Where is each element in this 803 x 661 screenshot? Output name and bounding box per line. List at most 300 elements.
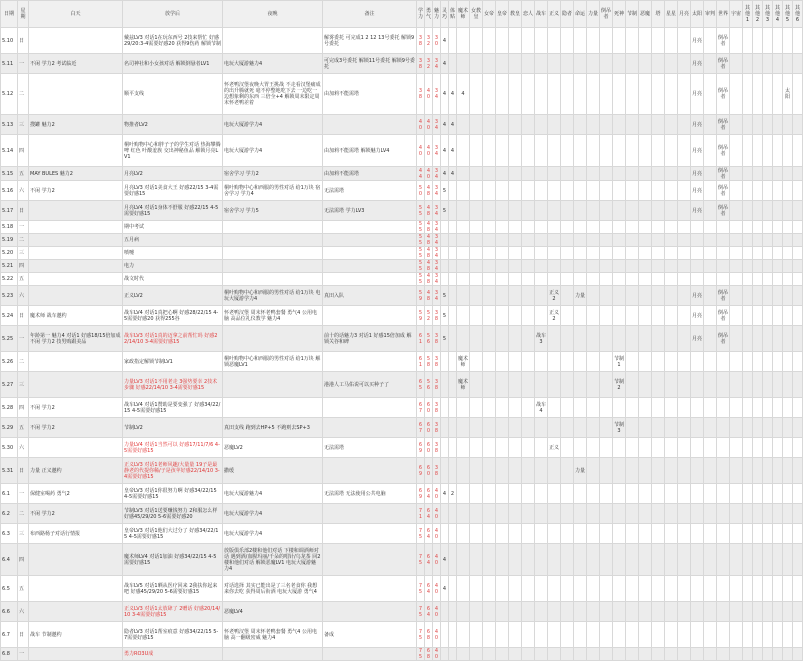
table-cell xyxy=(470,622,483,648)
table-cell xyxy=(704,544,717,576)
table-cell xyxy=(29,286,123,306)
table-cell xyxy=(793,273,803,286)
table-cell xyxy=(561,273,574,286)
table-cell xyxy=(753,167,763,181)
table-cell xyxy=(639,201,652,221)
table-cell: 月亮 xyxy=(691,201,704,221)
table-cell xyxy=(496,115,509,135)
table-cell xyxy=(783,181,793,201)
table-cell xyxy=(509,260,522,273)
table-cell xyxy=(626,326,639,352)
table-cell xyxy=(753,286,763,306)
table-cell xyxy=(704,260,717,273)
table-cell xyxy=(509,167,522,181)
column-header[interactable]: 塔 xyxy=(652,1,665,28)
table-cell xyxy=(730,418,743,438)
table-cell: 5.26 xyxy=(1,352,18,372)
table-cell xyxy=(678,438,691,458)
table-cell xyxy=(626,484,639,504)
table-cell xyxy=(730,201,743,221)
table-cell: 太阳 xyxy=(783,74,793,115)
table-cell: 月亮LV4 对话1身体不舒服 好感22/15 4-5需要好感15 xyxy=(123,201,223,221)
table-cell xyxy=(613,54,626,74)
column-header[interactable]: 女教皇 xyxy=(470,1,483,28)
table-cell xyxy=(793,115,803,135)
table-cell xyxy=(29,602,123,622)
table-cell: 战车LV5 对话1晒从医疗回来 2我扶你起来吧 好感45/29/20 5-6需要好感15 xyxy=(123,576,223,602)
table-cell xyxy=(678,648,691,661)
table-cell xyxy=(704,115,717,135)
table-cell: 64 xyxy=(425,524,433,544)
table-cell: 40 xyxy=(433,544,441,576)
column-header[interactable]: 备注 xyxy=(323,1,417,28)
table-cell: 桐叶购物中心和西服的男性对话 给1万块 电玩大厦游学力4 xyxy=(223,286,323,306)
table-cell xyxy=(665,398,678,418)
table-cell xyxy=(483,306,496,326)
table-cell: 48 xyxy=(425,181,433,201)
column-header[interactable]: 正义 xyxy=(548,1,561,28)
table-row xyxy=(1,648,803,661)
table-cell xyxy=(535,201,548,221)
table-cell xyxy=(753,418,763,438)
table-cell xyxy=(600,135,613,167)
table-cell xyxy=(773,458,783,484)
table-cell: 48 xyxy=(425,286,433,306)
column-header[interactable]: 太阳 xyxy=(691,1,704,28)
table-cell: 75 xyxy=(417,576,425,602)
table-cell xyxy=(691,247,704,260)
table-cell: 5.27 xyxy=(1,372,18,398)
table-cell xyxy=(548,372,561,398)
table-row xyxy=(1,458,803,484)
table-cell: 五 xyxy=(18,418,29,438)
table-cell xyxy=(665,54,678,74)
column-header[interactable]: 星期 xyxy=(18,1,29,28)
table-cell xyxy=(717,372,730,398)
table-cell xyxy=(587,352,600,372)
table-cell xyxy=(323,504,417,524)
table-cell xyxy=(548,234,561,247)
column-header[interactable]: 倒吊者 xyxy=(600,1,613,28)
column-header[interactable]: 教皇 xyxy=(509,1,522,28)
table-cell: 正义 2 xyxy=(548,286,561,306)
table-cell xyxy=(509,201,522,221)
table-cell xyxy=(730,234,743,247)
table-cell xyxy=(587,234,600,247)
table-cell xyxy=(763,622,773,648)
table-cell xyxy=(470,28,483,54)
table-cell xyxy=(587,247,600,260)
column-header[interactable]: 白天 xyxy=(29,1,123,28)
table-cell xyxy=(470,648,483,661)
table-cell xyxy=(323,398,417,418)
table-cell: 38 xyxy=(433,438,441,458)
table-cell xyxy=(470,398,483,418)
table-cell xyxy=(773,622,783,648)
table-row xyxy=(1,622,803,648)
table-cell xyxy=(535,135,548,167)
table-cell xyxy=(561,74,574,115)
table-cell: 4 xyxy=(457,74,470,115)
table-cell: 34 xyxy=(433,221,441,234)
table-cell xyxy=(600,54,613,74)
table-cell xyxy=(496,234,509,247)
table-cell xyxy=(665,622,678,648)
table-cell xyxy=(743,398,753,418)
table-cell xyxy=(730,524,743,544)
table-cell xyxy=(522,201,535,221)
table-cell xyxy=(730,74,743,115)
table-cell xyxy=(470,74,483,115)
table-row xyxy=(1,286,803,306)
table-cell xyxy=(783,201,793,221)
table-cell xyxy=(587,524,600,544)
table-cell xyxy=(763,326,773,352)
table-cell xyxy=(639,438,652,458)
table-cell xyxy=(323,260,417,273)
table-cell: 真田入队 xyxy=(323,286,417,306)
table-cell: 4 xyxy=(441,74,449,115)
table-cell: 64 xyxy=(425,544,433,576)
column-header[interactable]: 其他4 xyxy=(773,1,783,28)
table-cell xyxy=(691,504,704,524)
table-cell xyxy=(561,438,574,458)
table-cell xyxy=(793,544,803,576)
table-cell xyxy=(626,306,639,326)
table-cell: 不闲 学力2 xyxy=(29,398,123,418)
table-cell xyxy=(574,352,587,372)
table-cell xyxy=(783,544,793,576)
table-cell xyxy=(587,576,600,602)
table-cell: 5 xyxy=(441,201,449,221)
table-cell xyxy=(548,622,561,648)
column-header[interactable]: 其他5 xyxy=(783,1,793,28)
table-cell xyxy=(548,524,561,544)
table-cell xyxy=(783,576,793,602)
table-cell xyxy=(793,135,803,167)
table-cell xyxy=(483,398,496,418)
table-cell xyxy=(626,221,639,234)
table-cell xyxy=(613,602,626,622)
table-cell xyxy=(509,576,522,602)
table-cell xyxy=(691,234,704,247)
column-header[interactable]: 其他6 xyxy=(793,1,803,28)
table-cell: 67 xyxy=(417,418,425,438)
table-cell: 5.12 xyxy=(1,74,18,115)
table-cell xyxy=(587,181,600,201)
table-cell xyxy=(496,418,509,438)
table-cell: 75 xyxy=(417,524,425,544)
column-header[interactable]: 节制 xyxy=(626,1,639,28)
table-cell: 60 xyxy=(425,398,433,418)
table-cell xyxy=(773,273,783,286)
column-header[interactable]: 女帝 xyxy=(483,1,496,28)
table-cell xyxy=(535,352,548,372)
header-row xyxy=(1,1,803,28)
table-cell xyxy=(509,54,522,74)
table-cell xyxy=(522,135,535,167)
table-cell xyxy=(600,622,613,648)
table-cell: 战文时代 xyxy=(123,273,223,286)
table-cell xyxy=(441,221,449,234)
table-cell xyxy=(449,201,457,221)
table-cell xyxy=(535,74,548,115)
table-cell: 五月病 xyxy=(123,234,223,247)
table-cell xyxy=(470,167,483,181)
table-cell xyxy=(730,221,743,234)
table-cell xyxy=(483,247,496,260)
table-cell xyxy=(753,201,763,221)
table-row xyxy=(1,418,803,438)
table-cell xyxy=(753,234,763,247)
table-cell: 正义LV3 对话1老师风趣/大量量 19子是最静老的代提你稀/子是孩苹好感22/14/10 3-4需要好感15 xyxy=(123,458,223,484)
table-cell xyxy=(600,247,613,260)
table-cell xyxy=(793,602,803,622)
table-cell xyxy=(470,273,483,286)
table-cell: 6.4 xyxy=(1,544,18,576)
table-cell xyxy=(678,247,691,260)
table-cell xyxy=(535,54,548,74)
column-header[interactable]: 力量 xyxy=(587,1,600,28)
table-cell: 倒吊者 xyxy=(717,115,730,135)
table-cell xyxy=(223,221,323,234)
table-cell xyxy=(753,648,763,661)
table-cell xyxy=(743,247,753,260)
table-cell xyxy=(574,260,587,273)
table-cell xyxy=(626,524,639,544)
table-cell: 48 xyxy=(425,273,433,286)
table-cell xyxy=(522,622,535,648)
table-cell xyxy=(743,306,753,326)
table-cell xyxy=(29,247,123,260)
table-cell xyxy=(509,438,522,458)
table-cell xyxy=(535,504,548,524)
column-header[interactable]: 体贴 xyxy=(449,1,457,28)
table-cell xyxy=(626,372,639,398)
table-cell xyxy=(773,28,783,54)
table-cell xyxy=(743,458,753,484)
column-header[interactable]: 死神 xyxy=(613,1,626,28)
column-header[interactable]: 魔术师 xyxy=(457,1,470,28)
table-cell xyxy=(509,398,522,418)
table-cell xyxy=(509,544,522,576)
table-cell xyxy=(483,438,496,458)
table-cell xyxy=(483,622,496,648)
table-cell xyxy=(496,438,509,458)
table-cell xyxy=(717,398,730,418)
table-cell xyxy=(639,458,652,484)
table-cell xyxy=(535,221,548,234)
table-cell xyxy=(753,398,763,418)
column-header[interactable]: 勇气 xyxy=(425,1,433,28)
table-cell: 节制LV2 xyxy=(123,418,223,438)
table-cell: 5.14 xyxy=(1,135,18,167)
table-cell xyxy=(717,234,730,247)
table-cell xyxy=(613,438,626,458)
table-cell xyxy=(496,247,509,260)
table-cell xyxy=(496,135,509,167)
table-cell xyxy=(793,221,803,234)
column-header[interactable]: 审判 xyxy=(704,1,717,28)
column-header[interactable]: 隐者 xyxy=(561,1,574,28)
table-cell xyxy=(613,648,626,661)
table-cell xyxy=(496,352,509,372)
column-header[interactable]: 月亮 xyxy=(678,1,691,28)
table-row xyxy=(1,398,803,418)
table-cell xyxy=(626,458,639,484)
table-cell xyxy=(457,306,470,326)
table-cell xyxy=(600,273,613,286)
table-cell xyxy=(457,602,470,622)
table-cell xyxy=(496,221,509,234)
table-cell xyxy=(29,372,123,398)
column-header[interactable]: 皇帝 xyxy=(496,1,509,28)
table-cell xyxy=(783,398,793,418)
table-cell xyxy=(763,201,773,221)
table-cell xyxy=(587,484,600,504)
column-header[interactable]: 战车 xyxy=(535,1,548,28)
table-cell: 40 xyxy=(433,576,441,602)
column-header[interactable]: 其他1 xyxy=(743,1,753,28)
table-cell xyxy=(753,602,763,622)
table-cell: 6.8 xyxy=(1,648,18,661)
table-cell xyxy=(441,438,449,458)
table-cell xyxy=(763,247,773,260)
table-cell xyxy=(717,221,730,234)
table-row xyxy=(1,576,803,602)
table-cell xyxy=(470,286,483,306)
table-cell xyxy=(574,576,587,602)
column-header[interactable]: 命运 xyxy=(574,1,587,28)
table-cell: 电玩大厦游学力4 xyxy=(223,135,323,167)
table-cell: 40 xyxy=(433,622,441,648)
table-cell xyxy=(587,28,600,54)
table-cell xyxy=(574,326,587,352)
table-cell xyxy=(665,648,678,661)
table-cell xyxy=(600,115,613,135)
table-cell xyxy=(763,221,773,234)
table-cell: 68 xyxy=(425,648,433,661)
table-cell xyxy=(587,74,600,115)
table-cell xyxy=(652,74,665,115)
table-cell xyxy=(574,234,587,247)
column-header[interactable]: 世界 xyxy=(717,1,730,28)
table-cell xyxy=(470,115,483,135)
table-cell xyxy=(613,306,626,326)
table-cell xyxy=(457,286,470,306)
column-header[interactable]: 宇宙 xyxy=(730,1,743,28)
table-cell xyxy=(783,135,793,167)
table-cell xyxy=(574,74,587,115)
table-cell: 五 xyxy=(18,273,29,286)
column-header[interactable]: 魅力 xyxy=(433,1,441,28)
column-header[interactable]: 星星 xyxy=(665,1,678,28)
column-header[interactable]: 其他2 xyxy=(753,1,763,28)
column-header[interactable]: 灵巧 xyxy=(441,1,449,28)
table-cell xyxy=(613,260,626,273)
table-cell: 6.3 xyxy=(1,524,18,544)
table-cell xyxy=(730,484,743,504)
table-cell xyxy=(600,648,613,661)
table-cell xyxy=(678,622,691,648)
table-cell xyxy=(509,504,522,524)
table-cell xyxy=(496,74,509,115)
table-cell xyxy=(323,648,417,661)
table-cell xyxy=(29,260,123,273)
table-cell xyxy=(678,221,691,234)
table-cell xyxy=(449,28,457,54)
table-cell: 34 xyxy=(433,74,441,115)
table-cell xyxy=(783,28,793,54)
column-header[interactable]: 学力 xyxy=(417,1,425,28)
table-cell xyxy=(574,167,587,181)
column-header[interactable]: 夜晚 xyxy=(223,1,323,28)
column-header[interactable]: 放学后 xyxy=(123,1,223,28)
column-header[interactable]: 恶魔 xyxy=(639,1,652,28)
table-row xyxy=(1,54,803,74)
table-cell xyxy=(678,398,691,418)
table-cell: 四 xyxy=(18,135,29,167)
table-cell xyxy=(626,576,639,602)
table-cell xyxy=(535,544,548,576)
table-cell xyxy=(574,115,587,135)
table-cell: 皇帝LV3 对话1他们大过分了 好感34/22/15 4-5需要好感15 xyxy=(123,524,223,544)
column-header[interactable]: 其他3 xyxy=(763,1,773,28)
table-cell xyxy=(613,74,626,115)
table-cell xyxy=(793,326,803,352)
table-cell xyxy=(763,306,773,326)
table-cell xyxy=(574,622,587,648)
table-cell xyxy=(652,352,665,372)
table-cell: 38 xyxy=(417,28,425,54)
table-cell xyxy=(793,181,803,201)
table-cell xyxy=(753,247,763,260)
table-cell xyxy=(548,504,561,524)
table-cell xyxy=(613,201,626,221)
table-cell: 34 xyxy=(433,273,441,286)
table-cell xyxy=(783,602,793,622)
table-cell xyxy=(561,135,574,167)
table-cell xyxy=(763,286,773,306)
table-cell: 前十的话魅力3 对话1 好感15倍加成 解锁关谷和碑 xyxy=(323,326,417,352)
table-cell xyxy=(522,273,535,286)
table-cell xyxy=(496,524,509,544)
table-cell: 对话选择 其实已能出是了三名老食你 我想来你去吃 获得周后衔酒 电玩大厦游 勇气4 xyxy=(223,576,323,602)
column-header[interactable]: 恋人 xyxy=(522,1,535,28)
table-cell xyxy=(717,576,730,602)
table-cell xyxy=(323,352,417,372)
table-cell: 月亮 xyxy=(691,181,704,201)
table-cell: 倒吊者 xyxy=(717,306,730,326)
table-cell xyxy=(626,234,639,247)
column-header[interactable]: 日期 xyxy=(1,1,18,28)
table-cell xyxy=(470,438,483,458)
table-cell xyxy=(449,372,457,398)
table-cell: 二 xyxy=(18,504,29,524)
table-cell xyxy=(449,260,457,273)
table-cell: 5.20 xyxy=(1,247,18,260)
table-cell xyxy=(470,602,483,622)
table-cell: 一 xyxy=(18,326,29,352)
table-cell xyxy=(753,115,763,135)
table-cell xyxy=(496,54,509,74)
table-cell xyxy=(509,524,522,544)
table-cell xyxy=(639,221,652,234)
table-cell xyxy=(574,273,587,286)
table-cell xyxy=(483,372,496,398)
table-cell: 40 xyxy=(425,167,433,181)
table-cell xyxy=(753,54,763,74)
